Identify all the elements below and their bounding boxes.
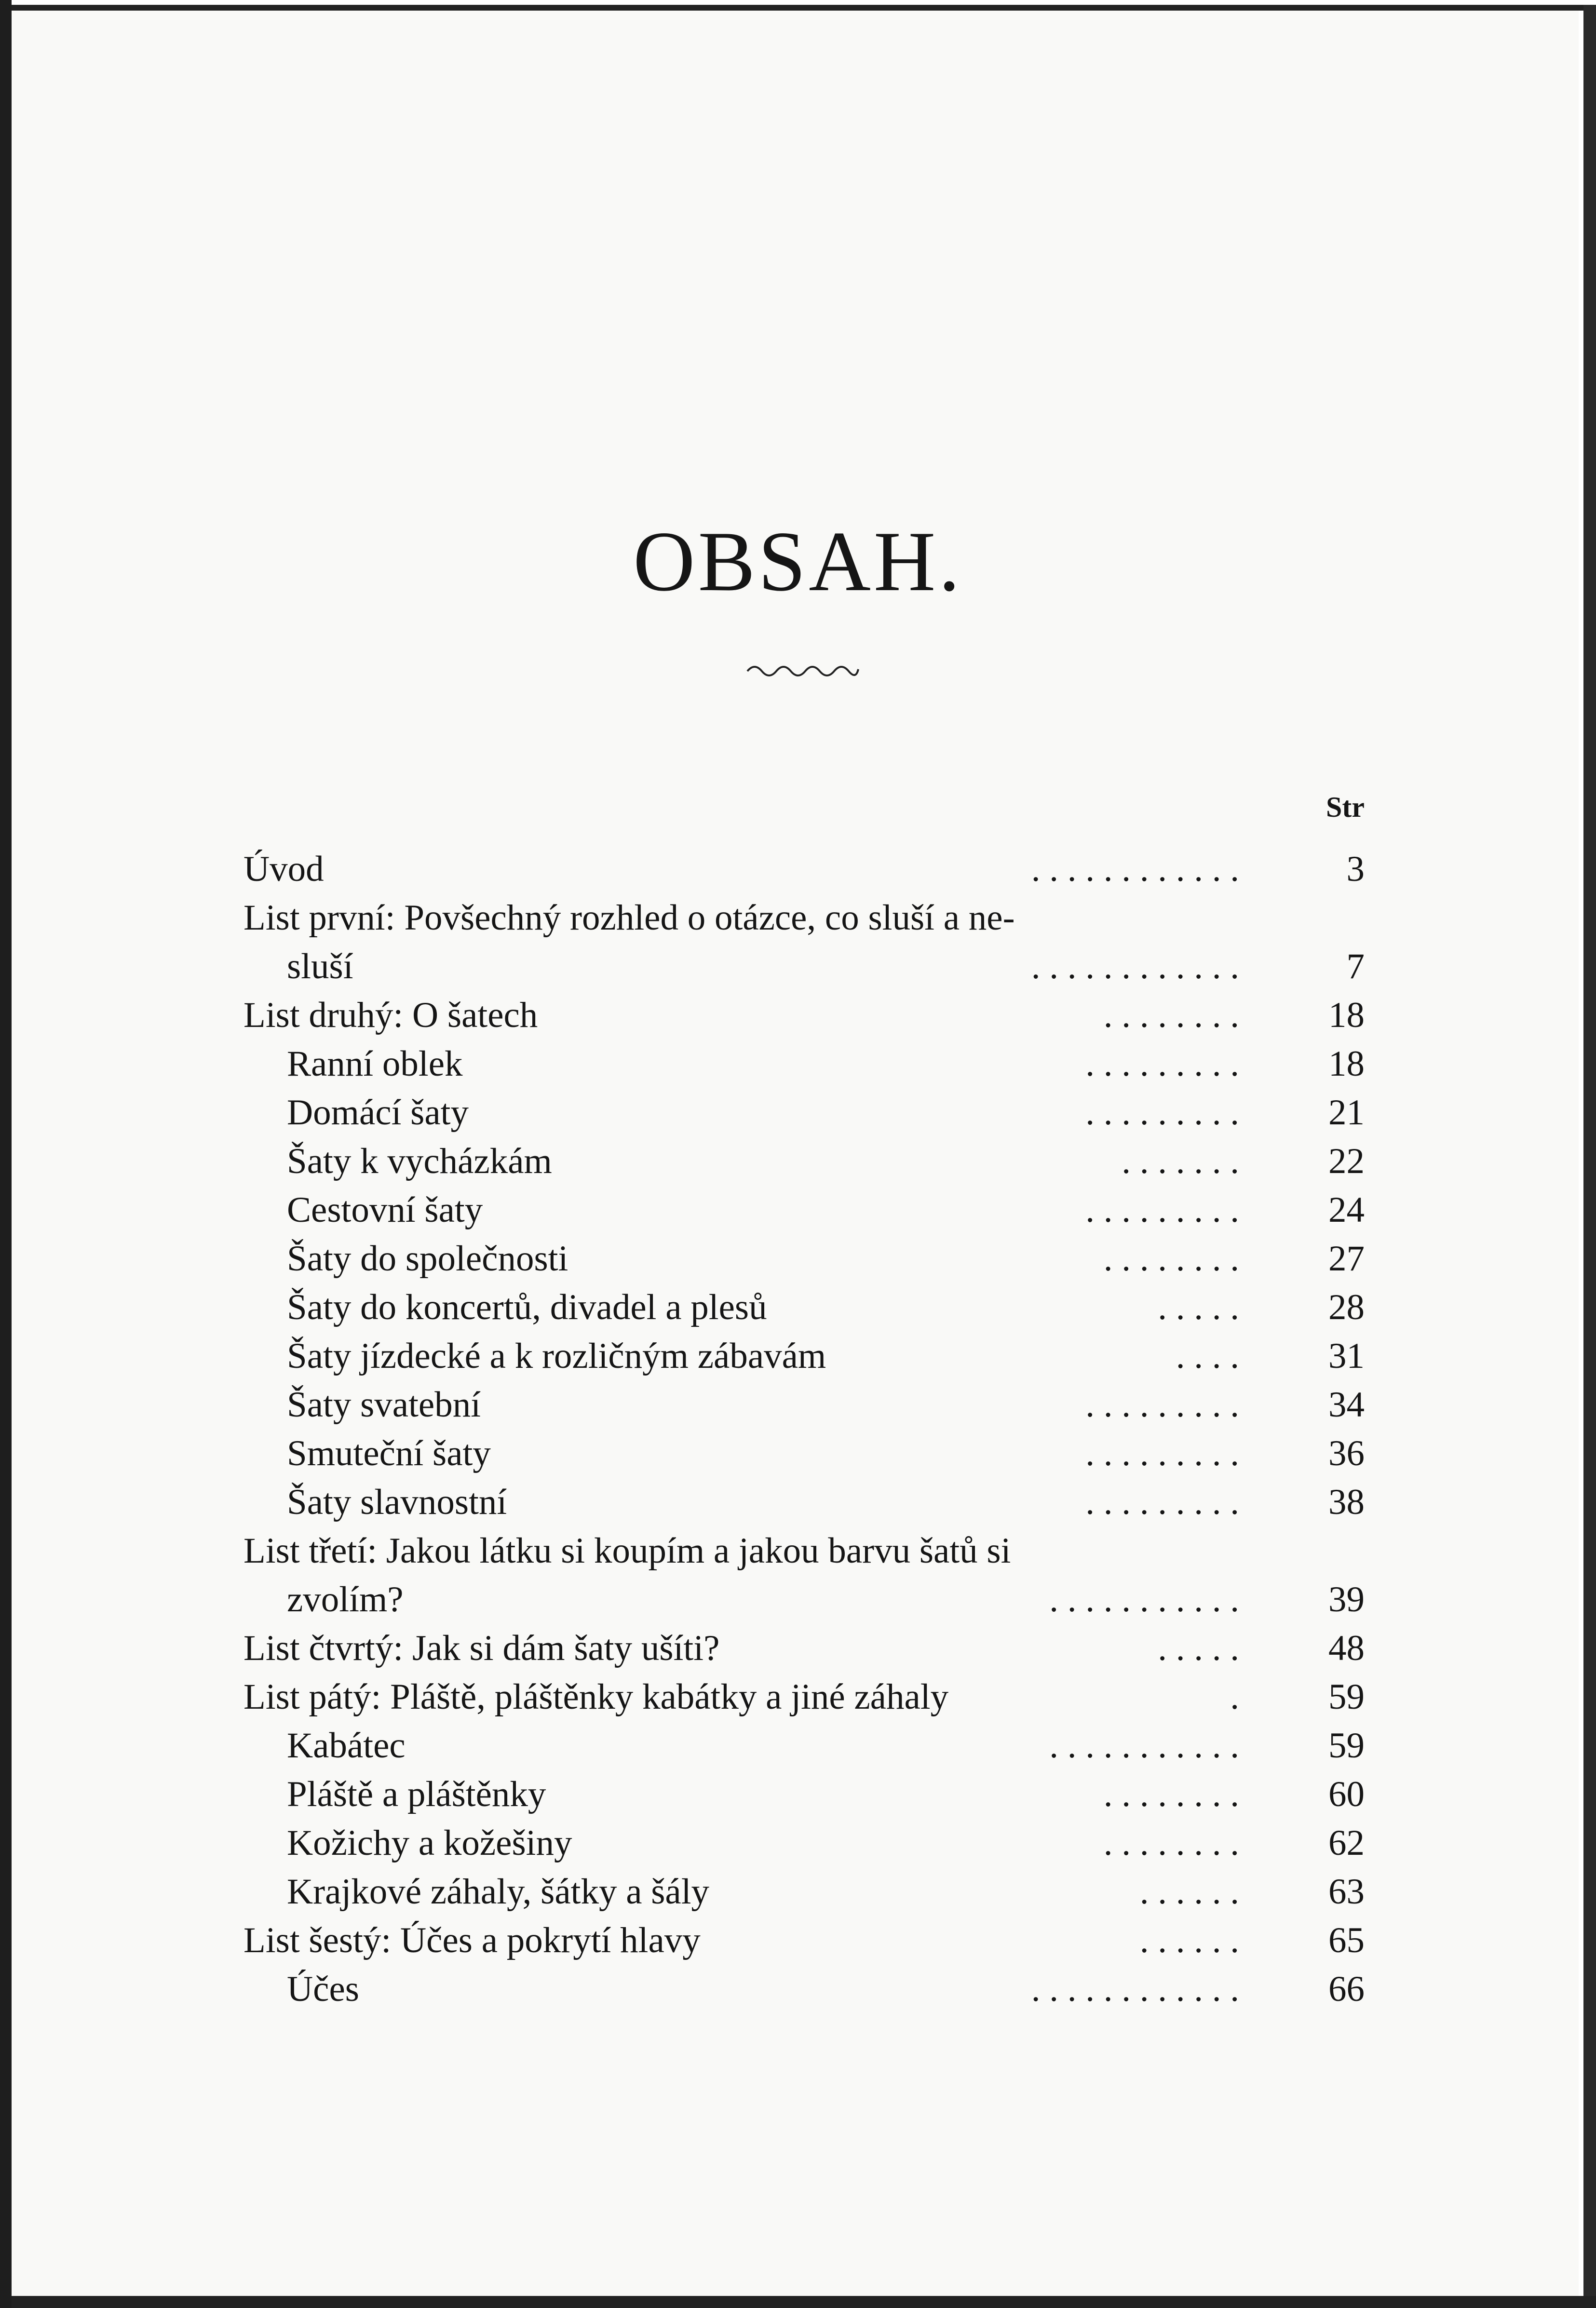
toc-entry-page-number: 3 — [1346, 849, 1365, 889]
toc-entry-page-number: 18 — [1328, 995, 1365, 1035]
toc-entry-page-number: 24 — [1328, 1190, 1365, 1230]
toc-entry-page-number: 28 — [1328, 1287, 1365, 1327]
toc-entry — [243, 991, 1365, 1039]
toc-entry-page-number: 36 — [1328, 1433, 1365, 1473]
toc-entry — [243, 893, 1365, 942]
toc-entry-page-number: 7 — [1346, 946, 1365, 986]
toc-entry — [243, 1526, 1365, 1575]
toc-entry-leader-dots: . . . . . . . . — [1103, 1239, 1239, 1279]
toc-entry-leader-dots: . . . . . . . . — [1103, 995, 1239, 1035]
toc-entry — [243, 1429, 1365, 1478]
scan-edge-left — [0, 0, 12, 2308]
toc-entry-page-number: 27 — [1328, 1239, 1365, 1279]
toc-entry-page-number: 22 — [1328, 1141, 1365, 1181]
toc-entry-leader-dots: . . . . . . . . . . . . — [1031, 946, 1239, 986]
page-title: OBSAH. — [633, 513, 963, 609]
toc-entry — [243, 1332, 1365, 1380]
toc-entry-page-number: 39 — [1328, 1579, 1365, 1620]
toc-entry-page-number: 18 — [1328, 1044, 1365, 1084]
toc-entry-leader-dots: . . . . . . . . . — [1085, 1433, 1239, 1473]
toc-entry-label: Šaty k vycházkám — [287, 1141, 552, 1181]
toc-entry — [243, 1380, 1365, 1429]
toc-entry-label: List druhý: O šatech — [243, 995, 538, 1035]
toc-entry-label: Ranní oblek — [287, 1044, 463, 1084]
toc-entry-label: List čtvrtý: Jak si dám šaty ušíti? — [243, 1628, 720, 1668]
toc-entry — [243, 1283, 1365, 1332]
toc-entry-label: Domácí šaty — [287, 1093, 469, 1133]
toc-entry-page-number: 38 — [1328, 1482, 1365, 1522]
toc-entry — [243, 1478, 1365, 1526]
toc-entry-label: Smuteční šaty — [287, 1433, 491, 1473]
toc-entry — [243, 1088, 1365, 1137]
scan-edge-bottom — [12, 2296, 1596, 2308]
toc-entry-leader-dots: . . . . . . . . . . . — [1049, 1726, 1239, 1766]
toc-entry-page-number: 66 — [1328, 1969, 1365, 2009]
toc-entry-leader-dots: . . . . . . . . . — [1085, 1044, 1239, 1084]
toc-entry-page-number: 63 — [1328, 1872, 1365, 1912]
toc-entry-label: Šaty jízdecké a k rozličným zábavám — [287, 1336, 826, 1376]
toc-entry-leader-dots: . . . . . . . . . — [1085, 1093, 1239, 1133]
toc-entry-label: Šaty do koncertů, divadel a plesů — [287, 1287, 767, 1327]
toc-entry-label: Šaty do společnosti — [287, 1239, 568, 1279]
toc-entry-leader-dots: . . . . . — [1158, 1628, 1239, 1668]
toc-entry-label: Cestovní šaty — [287, 1190, 483, 1230]
toc-entry-leader-dots: . . . . . . . . . . . . — [1031, 1969, 1239, 2009]
toc-entry-label: Pláště a pláštěnky — [287, 1774, 546, 1814]
page-column-header: Str — [1326, 791, 1365, 823]
toc-entry-label: Kabátec — [287, 1726, 406, 1766]
toc-entry — [243, 1673, 1365, 1721]
toc-entry-label: Krajkové záhaly, šátky a šály — [287, 1872, 710, 1912]
toc-entry-label: List pátý: Pláště, pláštěnky kabátky a jiné záhaly — [243, 1677, 949, 1717]
toc-entry-page-number: 21 — [1328, 1093, 1365, 1133]
toc-entry — [243, 1770, 1365, 1819]
toc-entry — [243, 1234, 1365, 1283]
toc-entry-label: List třetí: Jakou látku si koupím a jakou barvu šatů si — [243, 1531, 1011, 1571]
scan-edge-top — [12, 5, 1588, 11]
toc-entry-leader-dots: . — [1230, 1677, 1239, 1717]
toc-entry-page-number: 59 — [1328, 1726, 1365, 1766]
table-of-contents — [243, 845, 1365, 2013]
toc-entry — [243, 1867, 1365, 1916]
toc-entry-label: List šestý: Účes a pokrytí hlavy — [243, 1920, 701, 1960]
toc-entry-page-number: 65 — [1328, 1920, 1365, 1960]
toc-entry-label: zvolím? — [287, 1579, 404, 1620]
toc-entry-leader-dots: . . . . — [1176, 1336, 1239, 1376]
toc-entry-label: Úvod — [243, 849, 324, 889]
toc-entry — [243, 1916, 1365, 1965]
toc-entry-label: Kožichy a kožešiny — [287, 1823, 572, 1863]
toc-entry — [243, 1721, 1365, 1770]
toc-entry-leader-dots: . . . . . . . . . — [1085, 1482, 1239, 1522]
toc-entry — [243, 1137, 1365, 1186]
toc-entry-label: Šaty svatební — [287, 1385, 481, 1425]
toc-entry-leader-dots: . . . . . . — [1139, 1920, 1239, 1960]
toc-entry-page-number: 34 — [1328, 1385, 1365, 1425]
toc-entry-page-number: 48 — [1328, 1628, 1365, 1668]
toc-entry — [243, 1965, 1365, 2013]
toc-entry — [243, 1575, 1365, 1624]
toc-entry-leader-dots: . . . . . . . . . — [1085, 1385, 1239, 1425]
toc-entry-leader-dots: . . . . . . . — [1122, 1141, 1239, 1181]
toc-entry-page-number: 31 — [1328, 1336, 1365, 1376]
toc-entry — [243, 1624, 1365, 1673]
toc-entry-leader-dots: . . . . . . — [1139, 1872, 1239, 1912]
toc-entry-leader-dots: . . . . . . . . . . . — [1049, 1579, 1239, 1620]
toc-entry-leader-dots: . . . . . . . . — [1103, 1774, 1239, 1814]
toc-entry-label: sluší — [287, 946, 353, 986]
toc-entry — [243, 1186, 1365, 1234]
toc-entry-label: Účes — [287, 1969, 359, 2009]
toc-entry-leader-dots: . . . . . — [1158, 1287, 1239, 1327]
wavy-ornament-icon — [745, 656, 861, 685]
toc-entry-leader-dots: . . . . . . . . . — [1085, 1190, 1239, 1230]
toc-entry-label: List první: Povšechný rozhled o otázce, co sluší a ne- — [243, 898, 1015, 938]
toc-entry — [243, 1819, 1365, 1867]
toc-entry — [243, 942, 1365, 991]
toc-entry — [243, 845, 1365, 893]
scan-edge-right — [1583, 5, 1596, 2308]
toc-entry-label: Šaty slavnostní — [287, 1482, 507, 1522]
toc-entry-page-number: 59 — [1328, 1677, 1365, 1717]
toc-entry-leader-dots: . . . . . . . . — [1103, 1823, 1239, 1863]
toc-entry-page-number: 62 — [1328, 1823, 1365, 1863]
toc-entry-leader-dots: . . . . . . . . . . . . — [1031, 849, 1239, 889]
toc-entry-page-number: 60 — [1328, 1774, 1365, 1814]
toc-entry — [243, 1039, 1365, 1088]
